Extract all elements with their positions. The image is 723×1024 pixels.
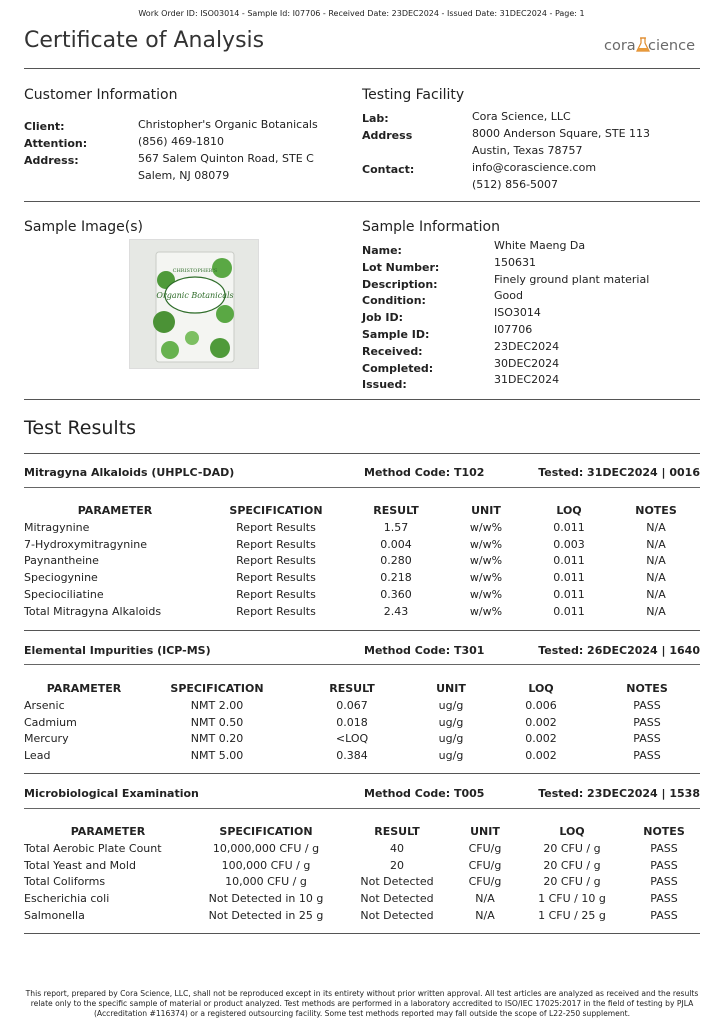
sample-name-label: Name: xyxy=(362,244,402,257)
sample-bag-image xyxy=(130,240,258,368)
cell-unit: w/w% xyxy=(469,588,503,602)
group-method-micro: Method Code: T005 xyxy=(364,787,485,800)
table-row xyxy=(24,519,700,536)
cell-result: Not Detected xyxy=(360,892,434,906)
page-title: Certificate of Analysis xyxy=(24,28,265,53)
col-header-parameter: PARAMETER xyxy=(70,825,146,838)
cell-specification: Not Detected in 25 g xyxy=(208,909,324,923)
group-divider xyxy=(24,664,700,665)
cell-notes: N/A xyxy=(646,571,666,585)
bag-brand-main: Organic Botanicals xyxy=(156,291,234,300)
cell-unit: CFU/g xyxy=(468,875,502,889)
svg-text:cience: cience xyxy=(648,38,696,54)
cell-result: 0.384 xyxy=(336,749,368,763)
cell-parameter: Total Yeast and Mold xyxy=(24,858,136,872)
cell-parameter: Total Coliforms xyxy=(24,875,106,889)
col-header-parameter: PARAMETER xyxy=(46,682,122,695)
cell-loq: 0.002 xyxy=(525,715,557,729)
contact-email[interactable]: info@corascience.com xyxy=(472,161,597,174)
page-meta-line: Work Order ID: ISO03014 - Sample Id: I07706 - Received Date: 23DEC2024 - Issued Date: 31DEC2024 - Page: 1 xyxy=(138,9,585,18)
sample-info-row xyxy=(362,306,700,323)
lot-number-label: Lot Number: xyxy=(362,260,440,274)
group-divider xyxy=(24,808,700,809)
cell-parameter: Total Mitragyna Alkaloids xyxy=(24,604,162,618)
col-header-unit: UNIT xyxy=(471,504,501,517)
cell-result: 0.218 xyxy=(380,571,412,585)
received-value: 23DEC2024 xyxy=(494,339,560,353)
condition-label: Condition: xyxy=(362,294,426,308)
col-header-notes: NOTES xyxy=(626,682,668,695)
cell-result: <LOQ xyxy=(335,732,369,746)
cell-unit: w/w% xyxy=(469,520,503,534)
customer-heading: Customer Information xyxy=(24,87,178,103)
cell-unit: w/w% xyxy=(469,571,503,585)
description-value: Finely ground plant material xyxy=(494,272,650,286)
facility-block xyxy=(362,108,700,193)
cell-loq: 0.011 xyxy=(553,604,585,618)
cell-unit: ug/g xyxy=(438,698,464,712)
cell-result: 0.280 xyxy=(380,554,412,568)
section-divider-1 xyxy=(24,201,700,202)
cell-parameter: Total Aerobic Plate Count xyxy=(24,841,162,855)
cell-loq: 0.002 xyxy=(525,749,557,763)
cell-parameter: Speciociliatine xyxy=(24,588,104,602)
cell-result: 0.067 xyxy=(336,698,368,712)
contact-phone: (512) 856-5007 xyxy=(472,178,559,191)
client-value: Christopher's Organic Botanicals xyxy=(138,118,318,131)
group-divider xyxy=(24,933,700,934)
facility-address-label: Address xyxy=(362,129,413,142)
cell-specification: Report Results xyxy=(236,537,316,551)
table-row xyxy=(24,714,700,731)
table-header-row xyxy=(24,823,700,840)
issued-label: Issued: xyxy=(362,378,407,392)
sample-info-row xyxy=(362,373,700,390)
col-header-specification: SPECIFICATION xyxy=(229,504,323,517)
alkaloids-table xyxy=(24,502,700,620)
sample-info-list xyxy=(362,239,700,390)
svg-text:cora: cora xyxy=(604,38,636,54)
cell-parameter: Escherichia coli xyxy=(24,892,110,906)
cell-parameter: Mercury xyxy=(24,732,69,746)
sample-id-label: Sample ID: xyxy=(362,327,430,341)
cell-loq: 1 CFU / 10 g xyxy=(538,892,606,906)
sample-name-value: White Maeng Da xyxy=(494,239,586,252)
cell-notes: PASS xyxy=(650,892,678,906)
col-header-result: RESULT xyxy=(329,682,375,695)
table-row xyxy=(24,731,700,748)
test-results-heading: Test Results xyxy=(24,417,137,439)
col-header-specification: SPECIFICATION xyxy=(219,825,313,838)
cell-result: 0.018 xyxy=(336,715,368,729)
description-label: Description: xyxy=(362,277,438,291)
sample-images-heading: Sample Image(s) xyxy=(24,219,144,235)
col-header-unit: UNIT xyxy=(436,682,466,695)
cell-notes: PASS xyxy=(650,841,678,855)
cell-notes: PASS xyxy=(633,698,661,712)
cell-specification: 100,000 CFU / g xyxy=(221,858,311,872)
cell-unit: ug/g xyxy=(438,732,464,746)
cell-result: 20 xyxy=(390,858,404,872)
table-row xyxy=(24,747,700,764)
cell-loq: 0.011 xyxy=(553,520,585,534)
col-header-notes: NOTES xyxy=(635,504,677,517)
sample-info-row xyxy=(362,289,700,306)
group-method-alkaloids: Method Code: T102 xyxy=(364,466,485,479)
facility-address-line1: 8000 Anderson Square, STE 113 xyxy=(472,127,651,140)
bag-brand-top: CHRISTOPHER'S xyxy=(172,268,218,274)
cell-notes: PASS xyxy=(650,875,678,889)
cell-parameter: Paynantheine xyxy=(24,554,99,568)
table-header-row xyxy=(24,502,700,519)
cell-parameter: Cadmium xyxy=(24,715,77,729)
col-header-notes: NOTES xyxy=(643,825,685,838)
cell-specification: Report Results xyxy=(236,520,316,534)
elemental-table xyxy=(24,680,700,764)
cell-unit: CFU/g xyxy=(468,841,502,855)
sample-photo xyxy=(129,239,259,369)
group-tested-micro: Tested: 23DEC2024 | 1538 xyxy=(538,787,700,800)
table-header-row xyxy=(24,680,700,697)
facility-heading: Testing Facility xyxy=(362,87,465,103)
cell-specification: Not Detected in 10 g xyxy=(208,892,324,906)
cell-loq: 20 CFU / g xyxy=(543,875,601,889)
micro-table xyxy=(24,823,700,924)
cell-parameter: 7-Hydroxymitragynine xyxy=(24,537,148,551)
group-divider xyxy=(24,487,700,488)
table-row xyxy=(24,857,700,874)
cell-result: Not Detected xyxy=(360,875,434,889)
cell-unit: N/A xyxy=(475,909,495,923)
section-divider-2 xyxy=(24,399,700,400)
cell-notes: PASS xyxy=(650,909,678,923)
cell-parameter: Salmonella xyxy=(24,909,85,923)
lab-label: Lab: xyxy=(362,112,389,125)
cell-specification: Report Results xyxy=(236,571,316,585)
col-header-specification: SPECIFICATION xyxy=(170,682,264,695)
cell-loq: 20 CFU / g xyxy=(543,858,601,872)
col-header-parameter: PARAMETER xyxy=(77,504,153,517)
cell-loq: 0.006 xyxy=(525,698,557,712)
cell-loq: 0.011 xyxy=(553,588,585,602)
col-header-loq: LOQ xyxy=(528,682,554,695)
cell-specification: 10,000 CFU / g xyxy=(225,875,307,889)
condition-value: Good xyxy=(494,289,523,303)
cell-notes: N/A xyxy=(646,588,666,602)
cell-result: 0.004 xyxy=(380,537,412,551)
cell-notes: N/A xyxy=(646,604,666,618)
sample-info-row xyxy=(362,256,700,273)
sample-id-value: I07706 xyxy=(494,322,533,336)
col-header-loq: LOQ xyxy=(559,825,585,838)
cell-loq: 0.011 xyxy=(553,571,585,585)
group-tested-elemental: Tested: 26DEC2024 | 1640 xyxy=(538,644,700,657)
cell-unit: N/A xyxy=(475,892,495,906)
customer-block xyxy=(24,116,344,184)
sample-info-row xyxy=(362,357,700,374)
group-divider xyxy=(24,773,700,774)
cell-loq: 20 CFU / g xyxy=(543,841,601,855)
cell-result: 40 xyxy=(390,841,404,855)
job-id-value: ISO3014 xyxy=(494,306,541,320)
cell-loq: 0.011 xyxy=(553,554,585,568)
cell-result: Not Detected xyxy=(360,909,434,923)
cell-notes: PASS xyxy=(633,732,661,746)
group-tested-alkaloids: Tested: 31DEC2024 | 0016 xyxy=(538,466,700,479)
cell-result: 0.360 xyxy=(380,588,412,602)
cell-result: 2.43 xyxy=(383,604,409,618)
table-row xyxy=(24,569,700,586)
cell-loq: 0.003 xyxy=(553,537,585,551)
cell-specification: 10,000,000 CFU / g xyxy=(212,841,320,855)
table-row xyxy=(24,536,700,553)
table-row xyxy=(24,697,700,714)
sample-info-row xyxy=(362,323,700,340)
cell-unit: CFU/g xyxy=(468,858,502,872)
group-name-micro: Microbiological Examination xyxy=(24,787,199,800)
cell-specification: NMT 2.00 xyxy=(190,698,244,712)
job-id-label: Job ID: xyxy=(362,311,403,325)
cell-loq: 1 CFU / 25 g xyxy=(538,909,606,923)
header-divider xyxy=(24,68,700,69)
cell-notes: PASS xyxy=(650,858,678,872)
table-row xyxy=(24,890,700,907)
cell-unit: w/w% xyxy=(469,537,503,551)
sample-info-row xyxy=(362,340,700,357)
attention-value: (856) 469-1810 xyxy=(138,135,225,148)
cell-specification: Report Results xyxy=(236,604,316,618)
footer-disclaimer: This report, prepared by Cora Science, LLC, shall not be reproduced except in its entirety without prior written approval. All test articles are analyzed as received and the results relate only to the specific sample of material or product analyzed. Test methods are performed in a laboratory accredited to ISO/IEC 17025:2017 in the field of testing by PJLA (Accreditation #116374) or a registered outsourcing facility. Some test methods reported may fall outside the scope of L22-250 supplement. xyxy=(25,989,699,1018)
col-header-loq: LOQ xyxy=(556,504,582,517)
cell-parameter: Mitragynine xyxy=(24,520,90,534)
cell-unit: ug/g xyxy=(438,749,464,763)
cell-unit: w/w% xyxy=(469,604,503,618)
lab-value: Cora Science, LLC xyxy=(472,110,571,123)
cell-result: 1.57 xyxy=(383,520,409,534)
cell-specification: NMT 0.20 xyxy=(190,732,244,746)
customer-address-line1: 567 Salem Quinton Road, STE C xyxy=(138,152,314,165)
group-divider xyxy=(24,630,700,631)
cell-parameter: Lead xyxy=(24,749,51,763)
col-header-result: RESULT xyxy=(373,504,419,517)
sample-info-row xyxy=(362,239,700,256)
cell-specification: NMT 5.00 xyxy=(190,749,244,763)
completed-label: Completed: xyxy=(362,361,434,375)
cell-notes: PASS xyxy=(633,749,661,763)
sample-info-row xyxy=(362,273,700,290)
results-divider xyxy=(24,453,700,454)
cell-specification: Report Results xyxy=(236,588,316,602)
col-header-unit: UNIT xyxy=(470,825,500,838)
group-name-elemental: Elemental Impurities (ICP-MS) xyxy=(24,644,211,657)
table-row xyxy=(24,874,700,891)
cell-parameter: Speciogynine xyxy=(24,571,98,585)
sample-info-heading: Sample Information xyxy=(362,219,500,235)
facility-address-line2: Austin, Texas 78757 xyxy=(472,144,583,157)
group-method-elemental: Method Code: T301 xyxy=(364,644,485,657)
client-label: Client: xyxy=(24,120,65,133)
company-logo xyxy=(604,32,696,56)
cell-specification: NMT 0.50 xyxy=(190,715,244,729)
group-name-alkaloids: Mitragyna Alkaloids (UHPLC-DAD) xyxy=(24,466,235,479)
attention-label: Attention: xyxy=(24,137,88,150)
table-row xyxy=(24,586,700,603)
customer-address-label: Address: xyxy=(24,154,79,167)
table-row xyxy=(24,907,700,924)
contact-label: Contact: xyxy=(362,163,415,176)
table-row xyxy=(24,840,700,857)
customer-address-line2: Salem, NJ 08079 xyxy=(138,169,230,182)
cell-unit: ug/g xyxy=(438,715,464,729)
cell-notes: PASS xyxy=(633,715,661,729)
cell-unit: w/w% xyxy=(469,554,503,568)
lot-number-value: 150631 xyxy=(494,255,536,269)
table-row xyxy=(24,603,700,620)
cell-parameter: Arsenic xyxy=(24,698,65,712)
cell-notes: N/A xyxy=(646,537,666,551)
cell-notes: N/A xyxy=(646,554,666,568)
issued-value: 31DEC2024 xyxy=(494,373,560,387)
received-label: Received: xyxy=(362,344,423,358)
cell-specification: Report Results xyxy=(236,554,316,568)
cell-notes: N/A xyxy=(646,520,666,534)
cell-loq: 0.002 xyxy=(525,732,557,746)
completed-value: 30DEC2024 xyxy=(494,356,560,370)
col-header-result: RESULT xyxy=(374,825,420,838)
table-row xyxy=(24,553,700,570)
logo-flask-icon xyxy=(604,32,696,58)
